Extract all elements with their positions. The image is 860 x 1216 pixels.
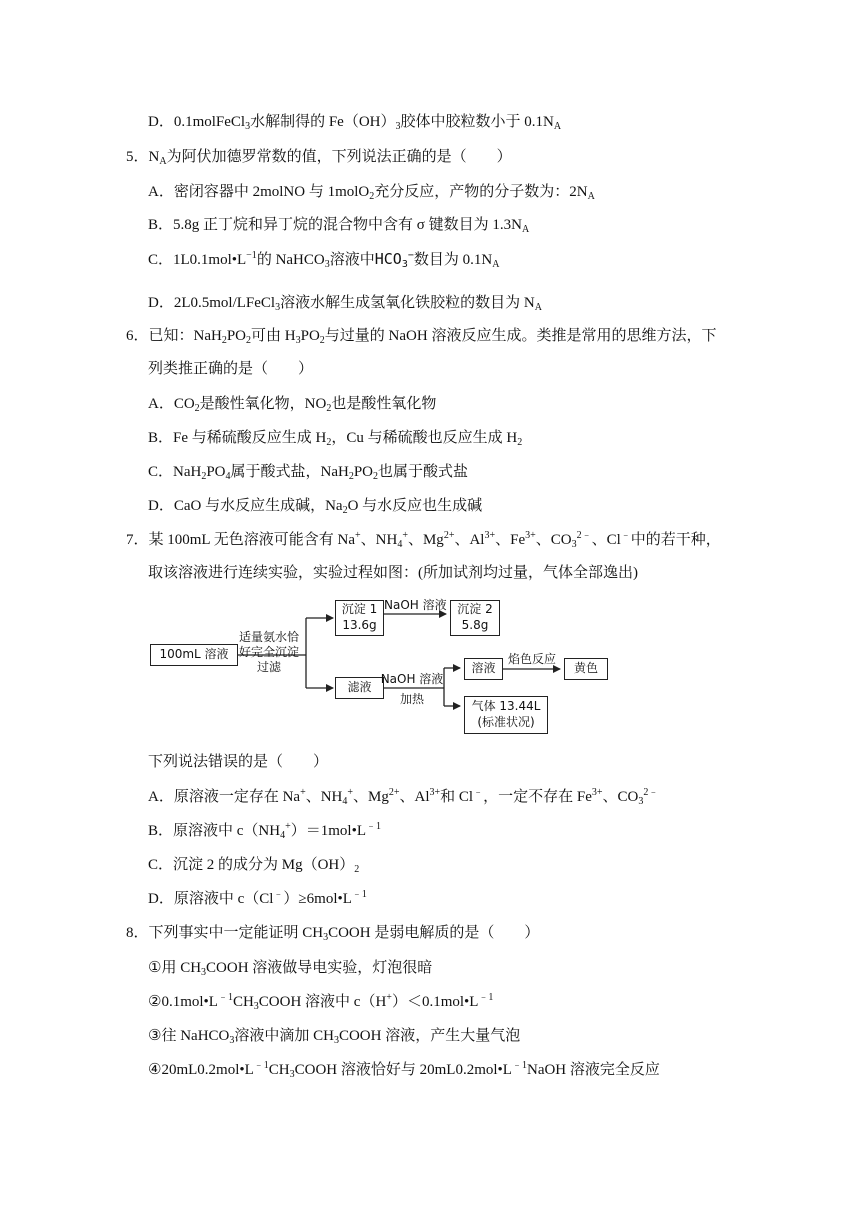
q5-option-b: B．5.8g 正丁烷和异丁烷的混合物中含有 σ 键数目为 $1.3N_A$: [148, 217, 530, 235]
naoh-label-2: NaOH 溶液: [380, 672, 444, 686]
q7-option-b: B．原溶液中 $c(NH_4^+)=1mol•L^{﹣1}$: [148, 821, 381, 841]
experiment-flow-diagram: [148, 596, 618, 742]
bicarbonate-ion-formula: $HCO_3^-$: [374, 250, 414, 270]
q8-item-4: $④20mL0.2mol•L^{﹣1}CH_3COOH$ 溶液恰好与 $20mL0.2mol•L^{﹣1}NaOH$ 溶液完全反应: [148, 1060, 660, 1080]
q6-option-d: D．CaO 与水反应生成碱，$Na_2O$ 与水反应也生成碱: [148, 498, 483, 516]
q6-stem-line1: 6．已知：$NaH_2PO_2$可由 $H_3PO_2$与过量的 NaOH 溶液反应生成。类推是常用的思维方法，下: [126, 328, 717, 346]
q6-option-b: B．Fe 与稀硫酸反应生成 $H_2$，Cu 与稀硫酸也反应生成 $H_2$: [148, 430, 523, 448]
q5-option-a: A．密闭容器中 2molNO 与 1molO$_2$充分反应，产物的分子数为：$2N_A$: [148, 184, 595, 202]
q8-item-1: ①用 $CH_3COOH$ 溶液做导电实验，灯泡很暗: [148, 958, 433, 978]
naoh-label-1: NaOH 溶液: [384, 598, 447, 612]
q8-stem: 8．下列事实中一定能证明 $CH_3COOH$ 是弱电解质的是（ ）: [126, 925, 540, 943]
q7-option-a: A．原溶液一定存在 Na+、$NH_4^+$、$Mg^{2+}$、$Al^{3+}$和 Cl﹣，一定不存在 $Fe^{3+}$、$CO_3^{2﹣}$: [148, 787, 659, 807]
q7-option-d: D．原溶液中 $c(Cl^﹣)\ge 6mol•L^{﹣1}$: [148, 889, 367, 907]
q7-ask: 下列说法错误的是（ ）: [148, 754, 329, 770]
q6-option-c: C．$NaH_2PO_4$属于酸式盐，$NaH_2PO_2$也属于酸式盐: [148, 464, 469, 482]
reagent1-label: 适量氨水恰 好完全沉淀 过滤: [238, 630, 299, 674]
solution-box: 溶液: [464, 658, 503, 680]
q7-stem-line1: 7．某 100mL 无色溶液可能含有 Na+、$NH_4^+$、$Mg^{2+}$、$Al^{3+}$、$Fe^{3+}$、$CO_3^{2﹣}$、Cl﹣中的若干种，: [126, 530, 721, 550]
filtrate-box: 滤液: [335, 677, 384, 699]
start-solution-box: 100mL 溶液: [150, 644, 238, 666]
q7-option-c: C．沉淀 2 的成分为 $Mg(OH)_2$: [148, 857, 360, 875]
q8-item-2: $②0.1mol•L^{﹣1}CH_3COOH$ 溶液中 $c(H^+)<0.1mol•L^{﹣1}$: [148, 992, 494, 1012]
precipitate1-box: 沉淀 1 13.6g: [335, 600, 384, 636]
q6-stem-line2: 列类推正确的是（ ）: [148, 361, 314, 377]
q7-stem-line2: 取该溶液进行连续实验，实验过程如图：(所加试剂均过量，气体全部逸出): [148, 565, 638, 581]
yellow-result-box: 黄色: [564, 658, 608, 680]
q6-option-a: A．$CO_2$是酸性氧化物，$NO_2$也是酸性氧化物: [148, 396, 437, 414]
heat-label: 加热: [399, 692, 424, 706]
q5-option-d: D．2L0.5mol/LFeCl$_3$溶液水解生成氢氧化铁胶粒的数目为 $N_A$: [148, 295, 542, 313]
q4-option-d: D．0.1molFeCl$_3$水解制得的 $Fe(OH)_3$胶体中胶粒数小于 $0.1N_A$: [148, 114, 562, 132]
q8-item-3: ③往 NaHCO$_3$溶液中滴加 $CH_3COOH$ 溶液，产生大量气泡: [148, 1026, 521, 1046]
gas-box: 气体 13.44L (标准状况): [464, 696, 548, 734]
q5-stem: 5．$N_A$为阿伏加德罗常数的值，下列说法正确的是（ ）: [126, 149, 512, 167]
precipitate2-box: 沉淀 2 5.8g: [450, 600, 500, 636]
q5-option-c: C．$1L0.1mol•L^{-1}$的 NaHCO$_3$溶液中$HCO_3^-$数目为 $0.1N_A$: [148, 250, 500, 270]
flame-test-label: 焰色反应: [507, 652, 556, 666]
